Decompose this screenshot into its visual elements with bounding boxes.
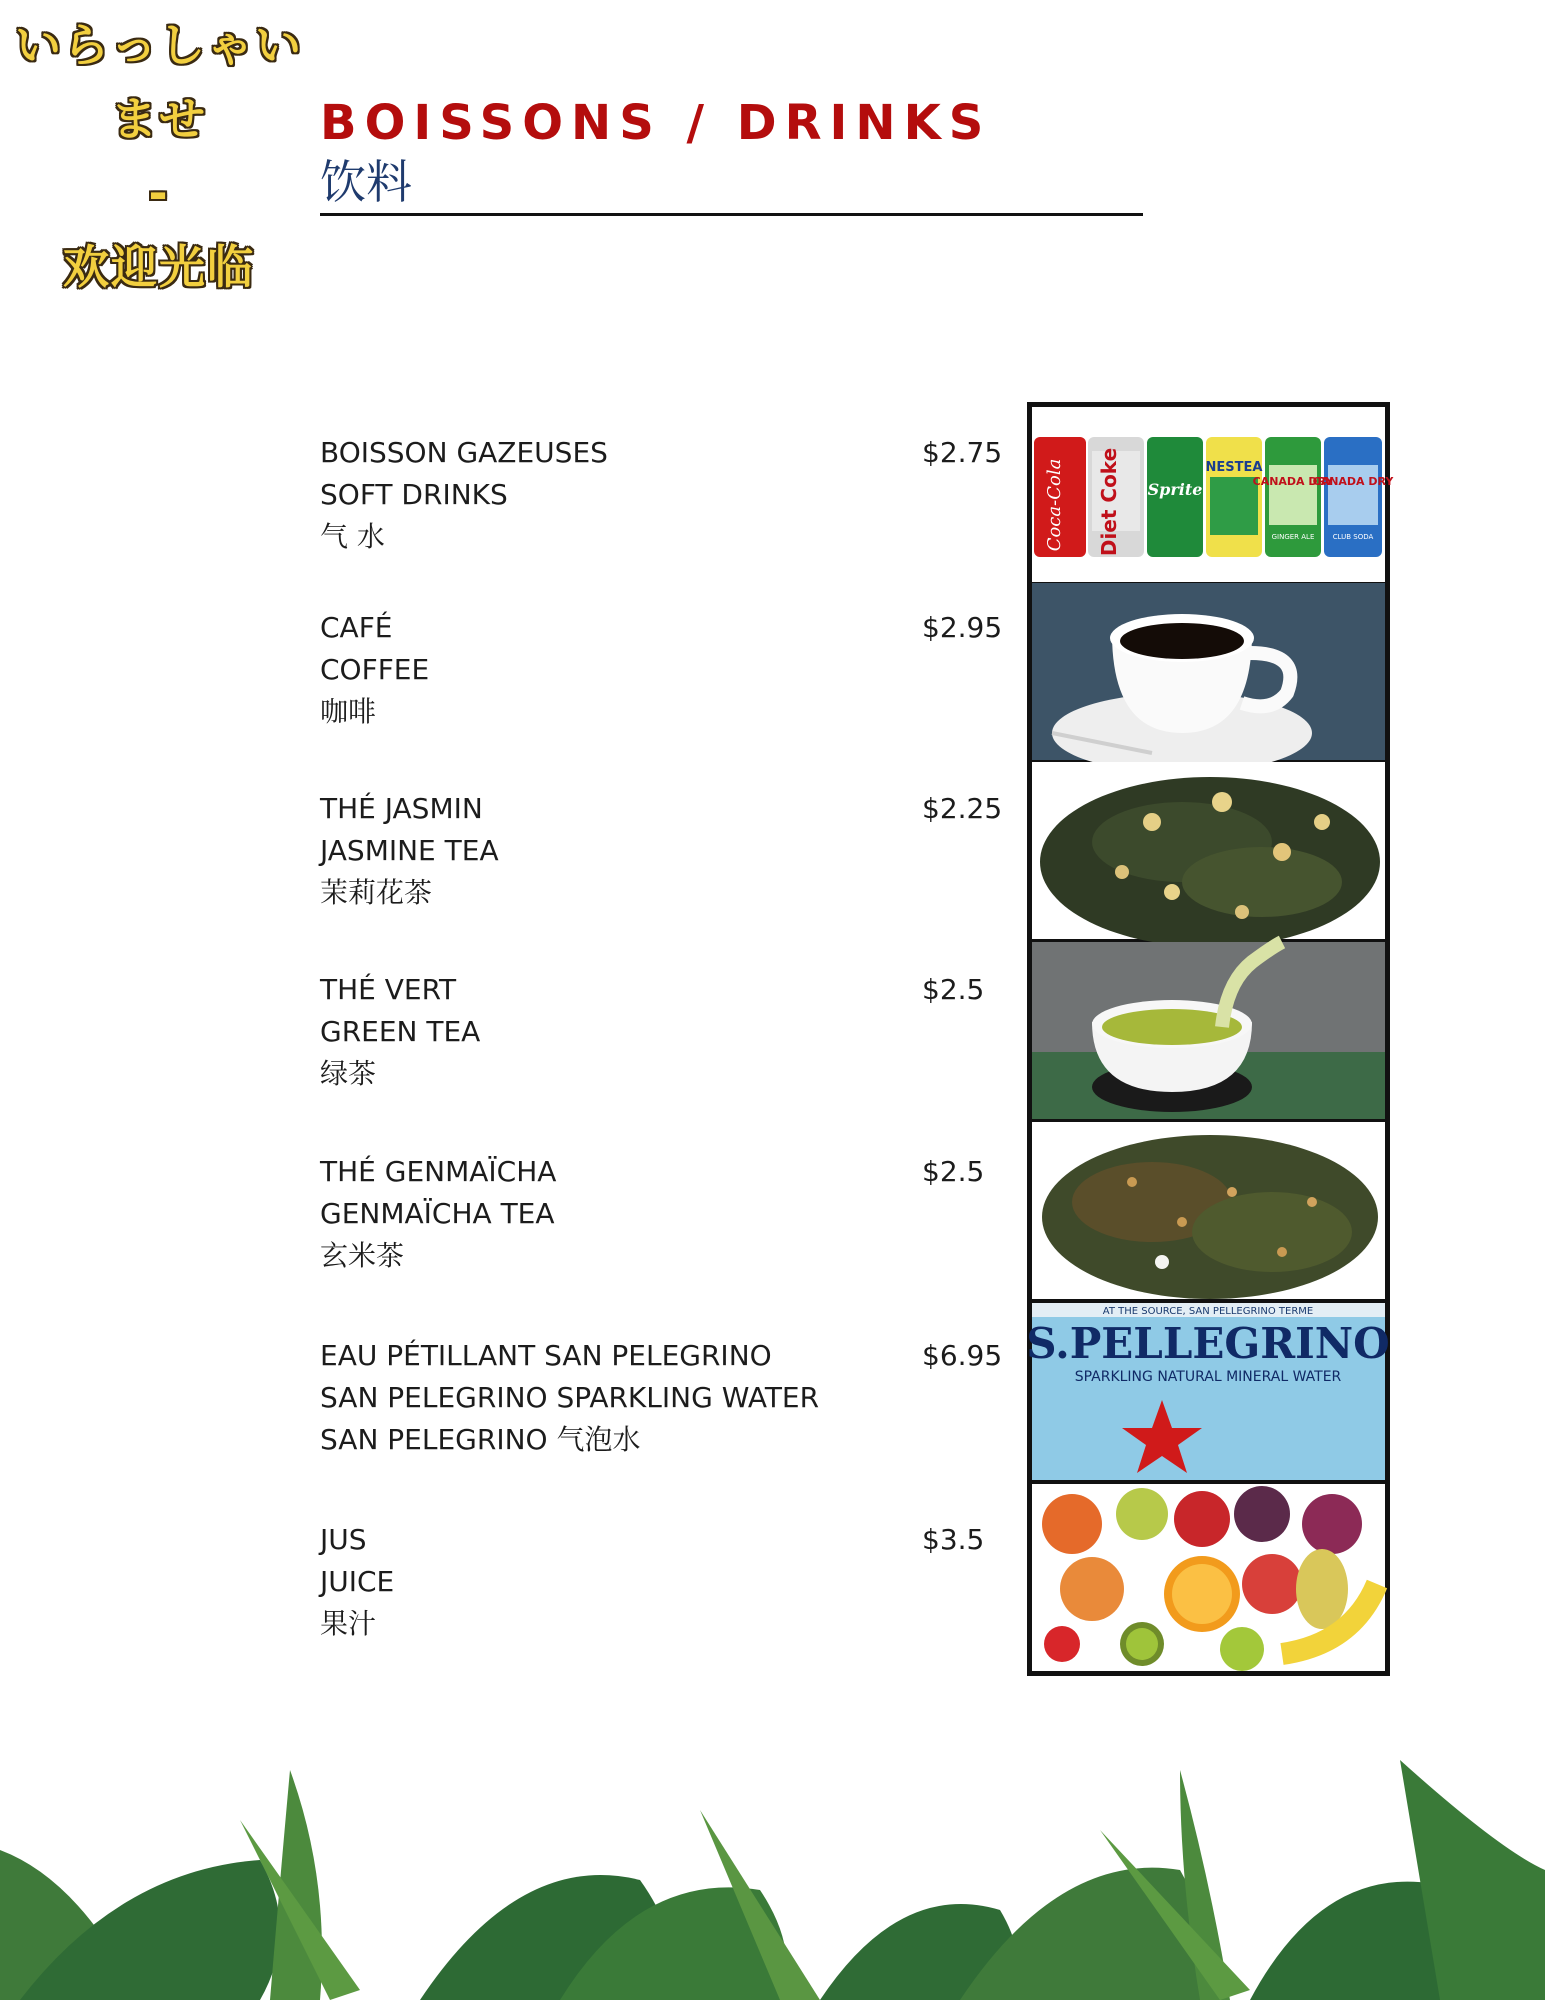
pellegrino-subtitle: SPARKLING NATURAL MINERAL WATER — [1074, 1369, 1342, 1385]
menu-item-green-tea — [320, 969, 960, 1095]
title-divider — [320, 213, 1143, 216]
item-name-zh: 果汁 — [320, 1607, 377, 1640]
welcome-chinese: 欢迎光临 — [63, 240, 255, 294]
item-name-fr: THÉ VERT — [320, 973, 457, 1006]
item-name-zh: 绿茶 — [320, 1057, 377, 1090]
genmaicha-photo — [1032, 1122, 1385, 1299]
item-price-juice: $3.5 — [922, 1523, 985, 1556]
can-brand-3: Sprite — [1147, 480, 1203, 499]
can-sublabel-6: CLUB SODA — [1332, 533, 1374, 541]
can-sublabel-5: GINGER ALE — [1271, 533, 1315, 541]
can-brand-2: Diet Coke — [1097, 447, 1121, 557]
item-name-en: SOFT DRINKS — [320, 478, 508, 511]
jasmine-tea-leaves-icon — [1032, 762, 1385, 939]
jasmine-tea-photo — [1032, 762, 1385, 939]
menu-item-jasmine-tea — [320, 788, 960, 914]
menu-item-juice — [320, 1519, 960, 1645]
item-name-en: SAN PELEGRINO SPARKLING WATER — [320, 1381, 820, 1414]
menu-item-soft-drinks — [320, 432, 960, 558]
welcome-separator: - — [148, 166, 170, 220]
can-brand-5: CANADA DRY — [1252, 475, 1334, 488]
tropical-leaves-decoration — [0, 1730, 1545, 2000]
item-name-zh: 玄米茶 — [320, 1239, 405, 1272]
menu-item-coffee — [320, 607, 960, 733]
item-price-soft-drinks: $2.75 — [922, 436, 1003, 469]
item-name-en: JASMINE TEA — [320, 834, 499, 867]
item-name-en: COFFEE — [320, 653, 430, 686]
page-subtitle: 饮料 — [320, 155, 412, 209]
item-name-en: GREEN TEA — [320, 1015, 481, 1048]
item-price-green-tea: $2.5 — [922, 973, 985, 1006]
item-name-zh: 气 水 — [320, 520, 385, 553]
photo-column — [1026, 402, 1394, 1676]
item-name-en: GENMAÏCHA TEA — [320, 1197, 555, 1230]
juice-photo — [1032, 1484, 1385, 1671]
item-price-san-pellegrino: $6.95 — [922, 1339, 1003, 1372]
page-title: BOISSONS / DRINKS — [320, 95, 992, 151]
item-price-genmaicha: $2.5 — [922, 1155, 985, 1188]
welcome-japanese-line2: ませ — [111, 92, 207, 146]
menu-item-genmaicha — [320, 1151, 960, 1277]
item-name-fr: CAFÉ — [320, 611, 393, 644]
pellegrino-top-text: AT THE SOURCE, SAN PELLEGRINO TERME — [1102, 1306, 1314, 1317]
can-brand-4: NESTEA — [1205, 460, 1263, 475]
item-name-fr: EAU PÉTILLANT SAN PELEGRINO — [320, 1339, 772, 1372]
item-name-zh: SAN PELEGRINO 气泡水 — [320, 1423, 641, 1456]
item-name-fr: THÉ GENMAÏCHA — [320, 1155, 557, 1188]
fruit-assortment-icon — [1032, 1484, 1385, 1671]
item-name-zh: 茉莉花茶 — [320, 876, 433, 909]
item-name-fr: BOISSON GAZEUSES — [320, 436, 608, 469]
soft-drinks-photo — [1032, 407, 1394, 582]
item-price-jasmine-tea: $2.25 — [922, 792, 1003, 825]
item-name-fr: JUS — [320, 1523, 367, 1556]
menu-item-san-pellegrino — [320, 1335, 960, 1461]
welcome-block — [0, 8, 318, 304]
coffee-photo — [1032, 583, 1385, 760]
item-name-en: JUICE — [320, 1565, 395, 1598]
green-tea-cup-icon — [1032, 942, 1385, 1119]
item-name-fr: THÉ JASMIN — [320, 792, 483, 825]
can-brand-6: CANADA DRY — [1312, 475, 1394, 488]
san-pellegrino-photo — [1026, 1303, 1390, 1480]
genmaicha-leaves-icon — [1032, 1122, 1385, 1299]
green-tea-photo — [1032, 942, 1385, 1119]
coffee-cup-icon — [1032, 583, 1385, 760]
item-name-zh: 咖啡 — [320, 695, 377, 728]
pellegrino-brand: S.PELLEGRINO — [1026, 1319, 1390, 1368]
can-brand-1: Coca-Cola — [1044, 458, 1065, 552]
soft-drink-cans-icon — [1032, 407, 1394, 582]
welcome-japanese-line1: いらっしゃい — [15, 18, 303, 72]
item-price-coffee: $2.95 — [922, 611, 1003, 644]
san-pellegrino-can-icon — [1026, 1303, 1390, 1480]
